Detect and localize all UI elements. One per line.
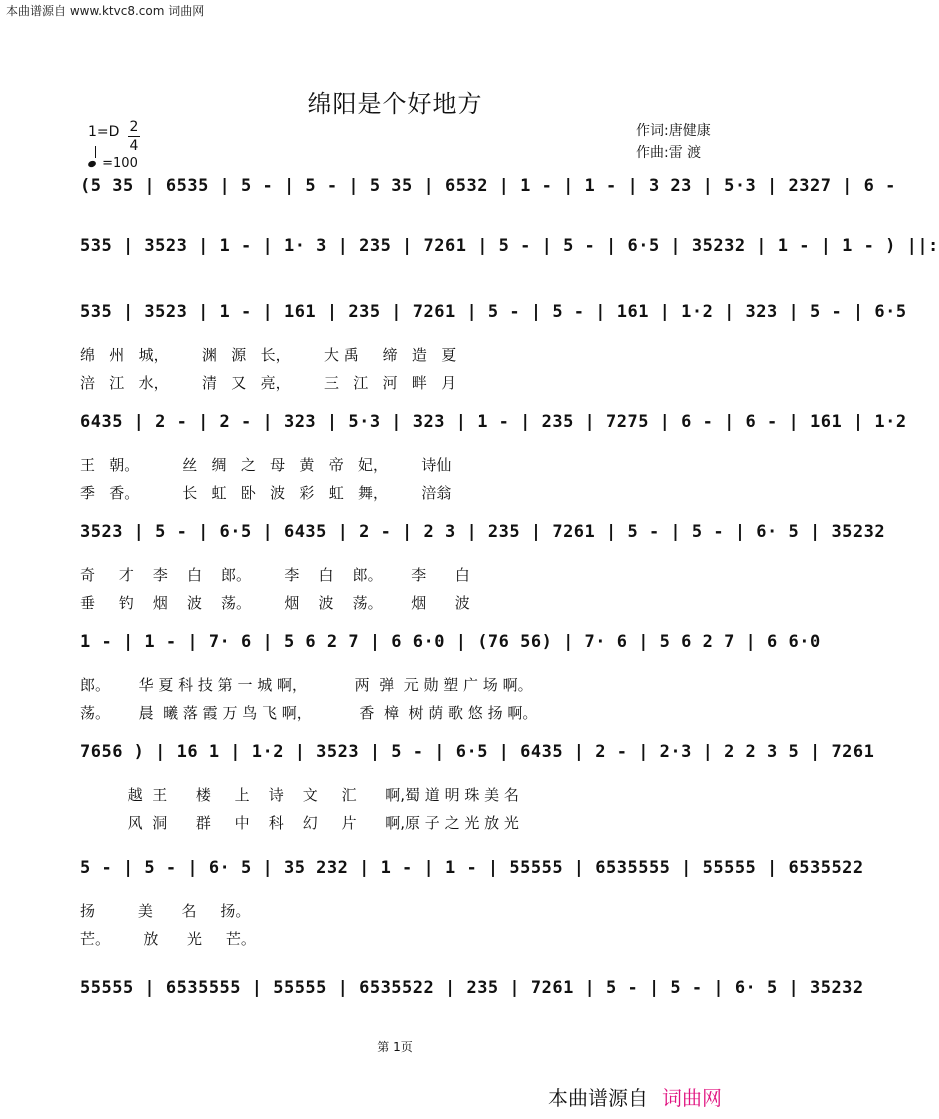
time-top: 2 xyxy=(129,119,139,135)
quarter-note-stem xyxy=(95,146,96,158)
lyrics-verse-1: 郎。 华 夏 科 技 第 一 城 啊， 两 弹 元 勋 塑 广 场 啊。 xyxy=(80,676,533,694)
notation-line: 535 | 3523 | 1 - | 1· 3 | 235 | 7261 | 5 - | 5 - | 6·5 | 35232 | 1 - | 1 - ) ||: xyxy=(80,236,939,256)
credits xyxy=(636,120,711,164)
notation-line: 6435 | 2 - | 2 - | 323 | 5·3 | 323 | 1 - | 235 | 7275 | 6 - | 6 - | 161 | 1·2 xyxy=(80,412,907,432)
song-title: 绵阳是个好地方 xyxy=(307,90,483,118)
tempo-value: =100 xyxy=(102,156,138,171)
composer-credit: 作曲:雷 渡 xyxy=(636,145,702,161)
time-signature xyxy=(128,118,140,155)
source-watermark: 本曲谱源自 www.ktvc8.com 词曲网 xyxy=(6,4,205,18)
notation-line: (5 35 | 6535 | 5 - | 5 - | 5 35 | 6532 | 1 - | 1 - | 3 23 | 5·3 | 2327 | 6 - xyxy=(80,176,896,196)
lyrics-verse-1: 绵 州 城， 渊 源 长， 大 禹 缔 造 夏 xyxy=(80,346,457,364)
lyrics-verse-1: 扬 美 名 扬。 xyxy=(80,902,251,920)
notation-line: 5 - | 5 - | 6· 5 | 35 232 | 1 - | 1 - | 55555 | 6535555 | 55555 | 6535522 xyxy=(80,858,864,878)
lyrics-verse-2: 芒。 放 光 芒。 xyxy=(80,930,256,948)
tempo-marking xyxy=(88,156,138,171)
page-number: 第 1页 xyxy=(377,1040,413,1054)
time-bottom: 4 xyxy=(129,138,139,154)
lyrics-verse-2: 风 洞 群 中 科 幻 片 啊,原 子 之 光 放 光 xyxy=(80,814,519,832)
lyrics-verse-2: 涪 江 水， 清 又 亮， 三 江 河 畔 月 xyxy=(80,374,457,392)
fraction-bar xyxy=(128,136,140,137)
key-signature xyxy=(88,119,139,154)
notation-line: 55555 | 6535555 | 55555 | 6535522 | 235 | 7261 | 5 - | 5 - | 6· 5 | 35232 xyxy=(80,978,864,998)
quarter-note-icon xyxy=(87,160,97,168)
footer-logo-left: 本曲谱源自 xyxy=(548,1086,648,1110)
notation-line: 535 | 3523 | 1 - | 161 | 235 | 7261 | 5 - | 5 - | 161 | 1·2 | 323 | 5 - | 6·5 xyxy=(80,302,907,322)
notation-line: 7656 ) | 16 1 | 1·2 | 3523 | 5 - | 6·5 | 6435 | 2 - | 2·3 | 2 2 3 5 | 7261 xyxy=(80,742,875,762)
lyrics-verse-1: 王 朝。 丝 绸 之 母 黄 帝 妃， 诗仙 xyxy=(80,456,452,474)
lyrics-verse-2: 季 香。 长 虹 卧 波 彩 虹 舞， 涪翁 xyxy=(80,484,452,502)
footer-logo-right: 词曲网 xyxy=(662,1086,722,1110)
lyrics-verse-2: 垂 钓 烟 波 荡。 烟 波 荡。 烟 波 xyxy=(80,594,470,612)
footer-logo xyxy=(548,1082,722,1111)
key-label: 1=D xyxy=(88,124,120,140)
notation-line: 3523 | 5 - | 6·5 | 6435 | 2 - | 2 3 | 235 | 7261 | 5 - | 5 - | 6· 5 | 35232 xyxy=(80,522,886,542)
notation-line: 1 - | 1 - | 7· 6 | 5 6 2 7 | 6 6·0 | (76 56) | 7· 6 | 5 6 2 7 | 6 6·0 xyxy=(80,632,821,652)
lyrics-verse-2: 荡。 晨 曦 落 霞 万 鸟 飞 啊， 香 樟 树 荫 歌 悠 扬 啊。 xyxy=(80,704,538,722)
lyricist-credit: 作词:唐健康 xyxy=(636,123,711,139)
lyrics-verse-1: 越 王 楼 上 诗 文 汇 啊,蜀 道 明 珠 美 名 xyxy=(80,786,519,804)
lyrics-verse-1: 奇 才 李 白 郎。 李 白 郎。 李 白 xyxy=(80,566,470,584)
